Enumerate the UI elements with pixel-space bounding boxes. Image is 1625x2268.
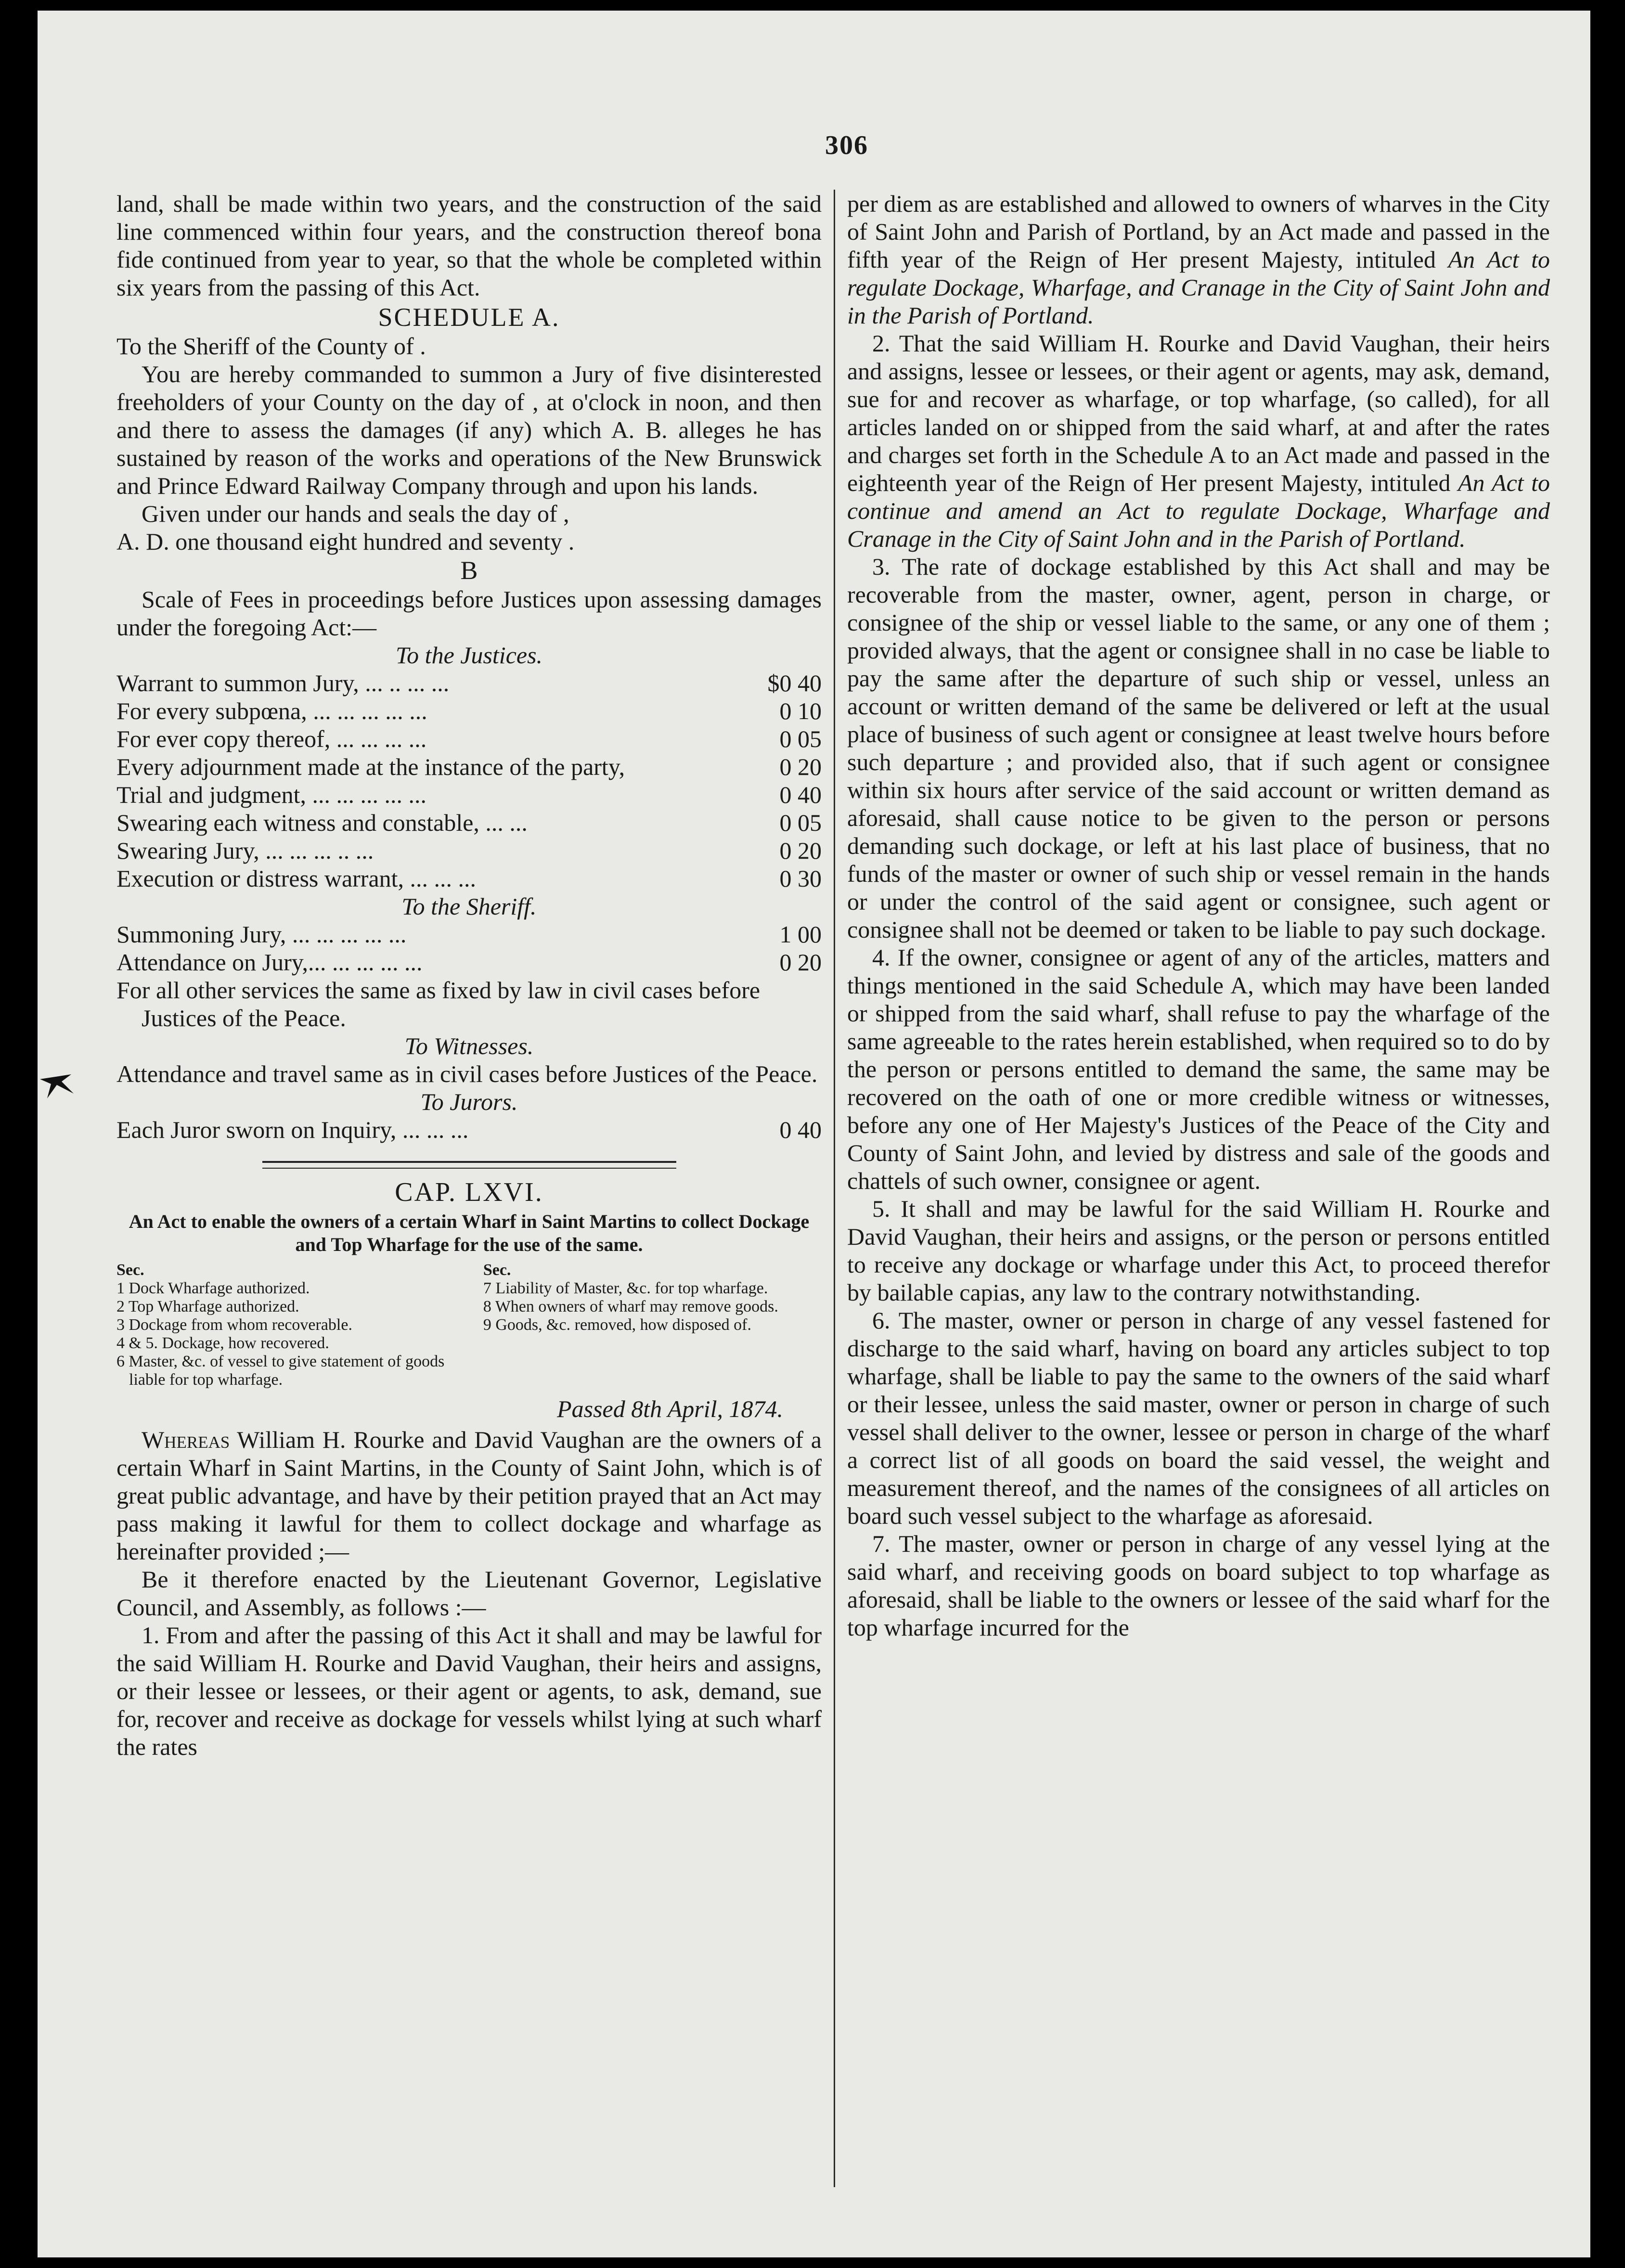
fee-label: Swearing Jury, ... ... ... .. ... <box>116 837 374 864</box>
sheriff-other-services: For all other services the same as fixed by law in civil cases before Justices of the Peace. <box>116 977 761 1031</box>
section-2-text: 2. That the said William H. Rourke and David Vaughan, their heirs and assigns, lessee or lessees, or their agent or agents, may ask, demand, sue for and recover as wharfage, or top wharfage, (so called), for all articles landed on or shipped from the said wharf, at and after the rates and charges set forth in the Schedule A to an Act made and passed in the eighteenth year of the Reign of Her present Majesty, intituled <box>847 330 1550 496</box>
section-index-item: 1 Dock Wharfage authorized. <box>116 1279 310 1297</box>
section-index <box>116 1261 822 1389</box>
fee-row <box>116 920 822 948</box>
section-index-heading: Sec. <box>116 1261 144 1279</box>
right-column <box>847 190 1550 1641</box>
fee-row <box>116 948 822 976</box>
witnesses-text: Attendance and travel same as in civil cases before Justices of the Peace. <box>116 1060 818 1087</box>
whereas-word: Whereas <box>142 1426 230 1453</box>
intro-paragraph: land, shall be made within two years, and the construction of the said line commenced within four years, and the construction thereof bona fide continued from year to year, so that the whole be completed within six years from the passing of this Act. <box>116 190 822 301</box>
schedule-a-body: You are hereby commanded to summon a Jury of five disinterested freeholders of your County on the day of , at o'clock in noon, and then and there to assess the damages (if any) which A. B. alleges he has sustained by reason of the works and operations of the New Brunswick and Prince Edward Railway Company through and upon his lands. <box>116 361 822 499</box>
fee-amount: 0 20 <box>779 837 822 864</box>
section-index-item: 3 Dockage from whom recoverable. <box>116 1316 352 1334</box>
fee-label: Execution or distress warrant, ... ... ... <box>116 865 477 892</box>
margin-mark-icon <box>38 1060 81 1103</box>
fee-amount: 0 05 <box>779 809 822 836</box>
section-index-item: 7 Liability of Master, &c. for top wharfage. <box>483 1279 768 1297</box>
schedule-a-title: SCHEDULE A. <box>378 303 560 332</box>
schedule-b-intro: Scale of Fees in proceedings before Justices upon assessing damages under the foregoing Act:— <box>116 586 822 641</box>
enacting-clause: Be it therefore enacted by the Lieutenant Governor, Legislative Council, and Assembly, as follows :— <box>116 1566 822 1621</box>
fee-label: Warrant to summon Jury, ... .. ... ... <box>116 670 450 696</box>
section-5: 5. It shall and may be lawful for the said William H. Rourke and David Vaughan, their heirs and assigns, or the person or persons entitled to receive any dockage or wharfage under this Act, to proceed therefor by bailable capias, any law to the contrary notwithstanding. <box>847 1195 1550 1306</box>
schedule-a-given-line: Given under our hands and seals the day of , <box>142 500 569 527</box>
sheriff-fee-list <box>116 920 822 976</box>
fee-label: Each Juror sworn on Inquiry, ... ... ... <box>116 1116 469 1143</box>
section-index-item: 9 Goods, &c. removed, how disposed of. <box>483 1316 751 1334</box>
left-column <box>116 190 822 1761</box>
section-index-item: 8 When owners of wharf may remove goods. <box>483 1298 778 1315</box>
sheriff-heading: To the Sheriff. <box>401 893 537 920</box>
section-4: 4. If the owner, consignee or agent of any of the articles, matters and things mentioned in the said Schedule A, which may have been landed or shipped from the said wharf, shall refuse to pay the wharfage of the same agreeable to the rates herein established, when required so to do by the person or persons entitled to demand the same, the same may be recovered on the oath of one or more credible witness or witnesses, before any one of Her Majesty's Justices of the Peace of the City and County of Saint John, and levied by distress and sale of the goods and chattels of such owner, consignee or agent. <box>847 944 1550 1194</box>
chapter-rule <box>262 1161 676 1169</box>
jurors-heading: To Jurors. <box>420 1088 518 1115</box>
fee-label: For ever copy thereof, ... ... ... ... <box>116 725 427 752</box>
section-index-right <box>483 1261 822 1389</box>
section-2 <box>847 329 1550 553</box>
section-1-cont-text: per diem as are established and allowed to owners of wharves in the City of Saint John and Parish of Portland, by an Act made and passed in the fifth year of the Reign of Her present Majesty, intituled <box>847 190 1550 273</box>
fee-label: Every adjournment made at the instance of the party, <box>116 753 625 780</box>
fee-row <box>116 697 822 725</box>
fee-amount: 0 05 <box>779 725 822 752</box>
fee-amount: 0 20 <box>779 949 822 976</box>
schedule-b-title: B <box>460 556 478 585</box>
section-index-item: 4 & 5. Dockage, how recovered. <box>116 1334 329 1352</box>
section-index-left <box>116 1261 455 1389</box>
fee-row <box>116 753 822 781</box>
witnesses-heading: To Witnesses. <box>404 1032 534 1059</box>
section-index-heading: Sec. <box>483 1261 511 1279</box>
fee-label: Summoning Jury, ... ... ... ... ... <box>116 921 407 948</box>
schedule-a-ad-line: A. D. one thousand eight hundred and seventy . <box>116 528 575 555</box>
fee-row <box>116 669 822 697</box>
act-title: An Act to enable the owners of a certain Wharf in Saint Martins to collect Dockage and Top Wharfage for the use of the same. <box>129 1211 810 1255</box>
fee-row <box>116 837 822 864</box>
fee-amount: $0 40 <box>767 670 822 696</box>
fee-amount: 0 20 <box>779 753 822 780</box>
fee-amount: 0 40 <box>779 781 822 808</box>
section-7: 7. The master, owner or person in charge of any vessel lying at the said wharf, and receiving goods on board subject to top wharfage as aforesaid, shall be liable to the owners or lessee of the said wharf for the top wharfage incurred for the <box>847 1530 1550 1641</box>
fee-amount: 1 00 <box>779 921 822 948</box>
fee-label: Swearing each witness and constable, ... ... <box>116 809 528 836</box>
act-citation: An Act to continue and amend an Act to regulate Dockage, Wharfage and Cranage in the City of Saint John and in the Parish of Portland. <box>847 469 1550 552</box>
section-index-item: 6 Master, &c. of vessel to give statement of goods liable for top wharfage. <box>116 1353 445 1389</box>
fee-label: Trial and judgment, ... ... ... ... ... <box>116 781 426 808</box>
fee-row <box>116 809 822 837</box>
whereas-paragraph <box>116 1426 822 1565</box>
fee-amount: 0 10 <box>779 697 822 724</box>
section-1-continued <box>847 190 1550 329</box>
fee-label: For every subpœna, ... ... ... ... ... <box>116 697 427 724</box>
passed-date: Passed 8th April, 1874. <box>557 1395 783 1422</box>
chapter-title: CAP. LXVI. <box>395 1177 543 1207</box>
section-3: 3. The rate of dockage established by this Act shall and may be recoverable from the master, owner, agent, person in charge, or consignee of the ship or vessel liable to the same, or any one of them ; provided always, that the agent or consignee shall in no case be liable to pay the same after the departure of such ship or vessel, unless an account or written demand of the same be delivered or left at the usual place of business of such agent or consignee at least twelve hours before such departure ; and provided also, that if such agent or consignee within six hours after service of the said account or written demand as aforesaid, shall cause notice to be given to the person or persons demanding such dockage, or left at his last place of business, that no funds of the master or owner of such ship or vessel remain in the hands or under the control of the said agent or consignee, such agent or consignee shall not be deemed or taken to be liable to pay such dockage. <box>847 553 1550 943</box>
fee-row <box>116 725 822 753</box>
fee-row <box>116 1116 822 1144</box>
document-page <box>38 11 1590 2257</box>
fee-row <box>116 781 822 809</box>
justices-fee-list <box>116 669 822 892</box>
section-index-item: 2 Top Wharfage authorized. <box>116 1298 299 1315</box>
schedule-a-to-line: To the Sheriff of the County of . <box>116 333 426 360</box>
fee-amount: 0 40 <box>779 1116 822 1143</box>
page-number: 306 <box>825 130 868 160</box>
fee-row <box>116 864 822 892</box>
justices-heading: To the Justices. <box>395 642 543 669</box>
fee-amount: 0 30 <box>779 865 822 892</box>
whereas-text: William H. Rourke and David Vaughan are the owners of a certain Wharf in Saint Martins, in the County of Saint John, which is of great public advantage, and have by their petition prayed that an Act may pass making it lawful for them to collect dockage and wharfage as hereinafter provided ;— <box>116 1426 822 1565</box>
section-1: 1. From and after the passing of this Act it shall and may be lawful for the said William H. Rourke and David Vaughan, their heirs and assigns, or their lessee or lessees, or their agent or agents, to ask, demand, sue for, recover and receive as dockage for vessels whilst lying at such wharf the rates <box>116 1622 822 1760</box>
fee-label: Attendance on Jury,... ... ... ... ... <box>116 949 423 976</box>
section-6: 6. The master, owner or person in charge of any vessel fastened for discharge to the said wharf, having on board any articles subject to top wharfage, shall be liable to pay the same to the owners of the said wharf or their lessee, unless the said master, owner or person in charge of such vessel shall deliver to the owner, lessee or person in charge of the wharf a correct list of all goods on board the said vessel, the weight and measurement thereof, and the names of the consignees of all articles on board such vessel subject to the wharfage as aforesaid. <box>847 1307 1550 1529</box>
column-divider <box>834 190 835 2187</box>
act-citation: An Act to regulate Dockage, Wharfage, and Cranage in the City of Saint John and in the Parish of Portland. <box>847 246 1550 329</box>
